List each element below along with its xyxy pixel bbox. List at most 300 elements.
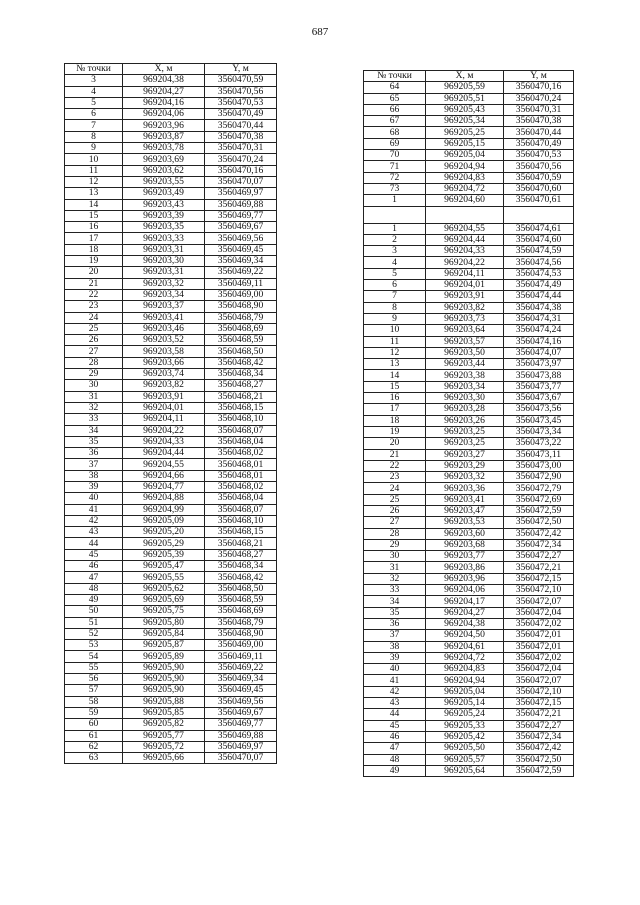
y-coordinate-cell: 3560472,27 <box>504 551 574 562</box>
point-number-cell: 24 <box>65 312 123 323</box>
y-coordinate-cell: 3560468,42 <box>205 572 277 583</box>
point-number-cell: 48 <box>364 754 426 765</box>
y-coordinate-cell: 3560470,61 <box>504 195 574 206</box>
x-coordinate-cell: 969203,30 <box>123 256 205 267</box>
table-row <box>364 720 574 731</box>
y-coordinate-cell: 3560469,88 <box>205 199 277 210</box>
table-row <box>364 302 574 313</box>
x-coordinate-cell: 969205,84 <box>123 628 205 639</box>
table-row <box>65 86 277 97</box>
y-coordinate-cell: 3560472,59 <box>504 505 574 516</box>
point-number-cell: 21 <box>65 278 123 289</box>
x-coordinate-cell: 969203,34 <box>123 289 205 300</box>
point-number-cell: 44 <box>364 709 426 720</box>
x-coordinate-cell: 969204,55 <box>123 459 205 470</box>
x-coordinate-cell: 969205,24 <box>426 709 504 720</box>
table-row <box>364 415 574 426</box>
x-coordinate-cell: 969203,38 <box>426 370 504 381</box>
x-coordinate-cell: 969203,52 <box>123 335 205 346</box>
point-number-cell: 45 <box>364 720 426 731</box>
point-number-cell: 13 <box>364 359 426 370</box>
x-coordinate-cell: 969203,36 <box>426 483 504 494</box>
table-row <box>65 527 277 538</box>
table-row <box>364 607 574 618</box>
table-row <box>364 528 574 539</box>
table-row <box>364 765 574 776</box>
table-row <box>364 517 574 528</box>
point-number-cell: 45 <box>65 549 123 560</box>
y-coordinate-cell: 3560473,22 <box>504 438 574 449</box>
x-coordinate-cell: 969203,74 <box>123 369 205 380</box>
x-coordinate-cell: 969205,04 <box>426 686 504 697</box>
point-number-cell: 40 <box>364 664 426 675</box>
y-coordinate-cell: 3560470,44 <box>205 120 277 131</box>
x-coordinate-cell: 969205,69 <box>123 594 205 605</box>
table-row <box>65 696 277 707</box>
x-coordinate-cell: 969203,62 <box>123 165 205 176</box>
point-number-cell: 47 <box>65 572 123 583</box>
point-number-cell: 17 <box>65 233 123 244</box>
table-row <box>364 698 574 709</box>
x-coordinate-cell: 969204,27 <box>123 86 205 97</box>
point-number-cell: 12 <box>364 347 426 358</box>
y-coordinate-cell: 3560474,16 <box>504 336 574 347</box>
point-number-cell: 21 <box>364 449 426 460</box>
x-coordinate-cell: 969204,33 <box>426 246 504 257</box>
table-row <box>364 116 574 127</box>
point-number-cell: 24 <box>364 483 426 494</box>
y-coordinate-cell: 3560470,31 <box>504 104 574 115</box>
y-coordinate-cell: 3560468,79 <box>205 312 277 323</box>
x-coordinate-cell: 969203,31 <box>123 267 205 278</box>
y-coordinate-cell: 3560472,07 <box>504 596 574 607</box>
x-coordinate-cell: 969205,85 <box>123 707 205 718</box>
y-coordinate-cell: 3560469,97 <box>205 188 277 199</box>
y-coordinate-cell: 3560469,56 <box>205 696 277 707</box>
table-row <box>65 481 277 492</box>
point-number-cell: 22 <box>364 460 426 471</box>
y-coordinate-cell: 3560470,38 <box>504 116 574 127</box>
y-coordinate-cell: 3560472,10 <box>504 686 574 697</box>
point-number-cell: 41 <box>364 675 426 686</box>
y-coordinate-cell: 3560469,67 <box>205 222 277 233</box>
y-coordinate-cell: 3560474,07 <box>504 347 574 358</box>
table-row <box>364 709 574 720</box>
point-number-cell: 25 <box>65 323 123 334</box>
y-coordinate-cell: 3560474,53 <box>504 268 574 279</box>
x-coordinate-cell: 969203,64 <box>426 325 504 336</box>
table-row <box>65 143 277 154</box>
y-coordinate-cell: 3560470,07 <box>205 753 277 764</box>
x-coordinate-cell: 969203,78 <box>123 143 205 154</box>
header-y: Y, м <box>205 64 277 75</box>
table-row <box>65 267 277 278</box>
x-coordinate-cell: 969204,44 <box>426 234 504 245</box>
x-coordinate-cell: 969203,33 <box>123 233 205 244</box>
table-row <box>364 359 574 370</box>
x-coordinate-cell: 969205,09 <box>123 515 205 526</box>
x-coordinate-cell: 969203,29 <box>426 460 504 471</box>
y-coordinate-cell: 3560468,10 <box>205 414 277 425</box>
header-x: X, м <box>123 64 205 75</box>
y-coordinate-cell: 3560469,77 <box>205 210 277 221</box>
point-number-cell: 3 <box>65 75 123 86</box>
table-row <box>65 515 277 526</box>
x-coordinate-cell: 969203,41 <box>426 494 504 505</box>
y-coordinate-cell: 3560472,27 <box>504 720 574 731</box>
table-row <box>65 222 277 233</box>
y-coordinate-cell: 3560468,21 <box>205 391 277 402</box>
point-number-cell: 16 <box>364 393 426 404</box>
point-number-cell: 18 <box>364 415 426 426</box>
x-coordinate-cell: 969203,77 <box>426 551 504 562</box>
x-coordinate-cell: 969205,88 <box>123 696 205 707</box>
point-number-cell: 39 <box>65 481 123 492</box>
y-coordinate-cell: 3560474,49 <box>504 280 574 291</box>
point-number-cell: 28 <box>65 357 123 368</box>
y-coordinate-cell: 3560468,01 <box>205 470 277 481</box>
x-coordinate-cell: 969203,91 <box>426 291 504 302</box>
point-number-cell: 28 <box>364 528 426 539</box>
x-coordinate-cell: 969205,29 <box>123 538 205 549</box>
point-number-cell: 43 <box>65 527 123 538</box>
point-number-cell: 1 <box>364 195 426 206</box>
y-coordinate-cell: 3560470,59 <box>205 75 277 86</box>
table-row <box>364 234 574 245</box>
point-number-cell: 1 <box>364 223 426 234</box>
y-coordinate-cell: 3560470,56 <box>205 86 277 97</box>
table-row <box>364 336 574 347</box>
table-row <box>364 641 574 652</box>
x-coordinate-cell: 969205,33 <box>426 720 504 731</box>
x-coordinate-cell: 969203,44 <box>426 359 504 370</box>
x-coordinate-cell: 969205,64 <box>426 765 504 776</box>
header-y: Y, м <box>504 71 574 82</box>
point-number-cell: 46 <box>65 561 123 572</box>
table-row <box>65 448 277 459</box>
y-coordinate-cell: 3560470,59 <box>504 172 574 183</box>
y-coordinate-cell: 3560469,34 <box>205 674 277 685</box>
y-coordinate-cell: 3560472,01 <box>504 630 574 641</box>
header-point: № точки <box>364 71 426 82</box>
table-row <box>65 753 277 764</box>
x-coordinate-cell: 969203,30 <box>426 393 504 404</box>
table-row <box>65 380 277 391</box>
table-row <box>65 707 277 718</box>
table-row <box>364 596 574 607</box>
table-row <box>65 594 277 605</box>
point-number-cell: 48 <box>65 583 123 594</box>
y-coordinate-cell: 3560469,11 <box>205 278 277 289</box>
table-row <box>65 75 277 86</box>
x-coordinate-cell: 969204,83 <box>426 664 504 675</box>
x-coordinate-cell: 969204,94 <box>426 161 504 172</box>
table-row <box>65 628 277 639</box>
y-coordinate-cell: 3560468,02 <box>205 448 277 459</box>
separator-row <box>364 206 574 223</box>
point-number-cell: 47 <box>364 743 426 754</box>
y-coordinate-cell: 3560472,69 <box>504 494 574 505</box>
x-coordinate-cell: 969203,96 <box>426 573 504 584</box>
x-coordinate-cell: 969205,57 <box>426 754 504 765</box>
point-number-cell: 31 <box>364 562 426 573</box>
x-coordinate-cell: 969204,60 <box>426 195 504 206</box>
table-row <box>364 82 574 93</box>
table-row <box>364 223 574 234</box>
x-coordinate-cell: 969204,27 <box>426 607 504 618</box>
table-row <box>65 244 277 255</box>
point-number-cell: 66 <box>364 104 426 115</box>
table-row <box>364 573 574 584</box>
coordinates-table-left <box>64 63 277 764</box>
table-row <box>364 161 574 172</box>
y-coordinate-cell: 3560469,97 <box>205 741 277 752</box>
y-coordinate-cell: 3560469,11 <box>205 651 277 662</box>
x-coordinate-cell: 969204,50 <box>426 630 504 641</box>
table-row <box>65 109 277 120</box>
y-coordinate-cell: 3560469,00 <box>205 640 277 651</box>
point-number-cell: 4 <box>65 86 123 97</box>
y-coordinate-cell: 3560469,67 <box>205 707 277 718</box>
y-coordinate-cell: 3560470,16 <box>205 165 277 176</box>
y-coordinate-cell: 3560474,24 <box>504 325 574 336</box>
y-coordinate-cell: 3560468,59 <box>205 335 277 346</box>
y-coordinate-cell: 3560472,42 <box>504 743 574 754</box>
x-coordinate-cell: 969203,91 <box>123 391 205 402</box>
point-number-cell: 35 <box>364 607 426 618</box>
table-row <box>364 562 574 573</box>
point-number-cell: 27 <box>364 517 426 528</box>
x-coordinate-cell: 969205,66 <box>123 753 205 764</box>
table-row <box>364 257 574 268</box>
x-coordinate-cell: 969203,50 <box>426 347 504 358</box>
point-number-cell: 20 <box>364 438 426 449</box>
table-row <box>364 393 574 404</box>
x-coordinate-cell: 969204,11 <box>426 268 504 279</box>
table-row <box>65 233 277 244</box>
y-coordinate-cell: 3560472,42 <box>504 528 574 539</box>
x-coordinate-cell: 969203,32 <box>123 278 205 289</box>
x-coordinate-cell: 969203,55 <box>123 176 205 187</box>
point-number-cell: 3 <box>364 246 426 257</box>
y-coordinate-cell: 3560468,15 <box>205 527 277 538</box>
table-row <box>364 472 574 483</box>
point-number-cell: 37 <box>364 630 426 641</box>
y-coordinate-cell: 3560468,21 <box>205 538 277 549</box>
x-coordinate-cell: 969203,31 <box>123 244 205 255</box>
y-coordinate-cell: 3560472,50 <box>504 517 574 528</box>
y-coordinate-cell: 3560468,34 <box>205 561 277 572</box>
table-row <box>65 289 277 300</box>
table-row <box>65 425 277 436</box>
y-coordinate-cell: 3560472,21 <box>504 709 574 720</box>
point-number-cell: 63 <box>65 753 123 764</box>
point-number-cell: 6 <box>65 109 123 120</box>
point-number-cell: 56 <box>65 674 123 685</box>
table-row <box>364 505 574 516</box>
table-row <box>364 93 574 104</box>
table-header-row <box>364 71 574 82</box>
y-coordinate-cell: 3560468,90 <box>205 628 277 639</box>
table-row <box>65 583 277 594</box>
x-coordinate-cell: 969205,90 <box>123 662 205 673</box>
point-number-cell: 33 <box>65 414 123 425</box>
table-row <box>65 606 277 617</box>
y-coordinate-cell: 3560470,60 <box>504 183 574 194</box>
x-coordinate-cell: 969203,41 <box>123 312 205 323</box>
point-number-cell: 15 <box>364 381 426 392</box>
y-coordinate-cell: 3560468,04 <box>205 493 277 504</box>
table-row <box>364 325 574 336</box>
x-coordinate-cell: 969205,04 <box>426 150 504 161</box>
point-number-cell: 8 <box>65 131 123 142</box>
y-coordinate-cell: 3560468,02 <box>205 481 277 492</box>
table-row <box>364 381 574 392</box>
point-number-cell: 6 <box>364 280 426 291</box>
table-row <box>364 426 574 437</box>
table-row <box>65 719 277 730</box>
x-coordinate-cell: 969205,55 <box>123 572 205 583</box>
y-coordinate-cell: 3560470,38 <box>205 131 277 142</box>
point-number-cell: 73 <box>364 183 426 194</box>
point-number-cell: 5 <box>65 97 123 108</box>
x-coordinate-cell: 969204,17 <box>426 596 504 607</box>
table-row <box>364 449 574 460</box>
point-number-cell: 31 <box>65 391 123 402</box>
x-coordinate-cell: 969204,61 <box>426 641 504 652</box>
y-coordinate-cell: 3560469,45 <box>205 244 277 255</box>
point-number-cell: 10 <box>65 154 123 165</box>
x-coordinate-cell: 969203,28 <box>426 404 504 415</box>
point-number-cell: 8 <box>364 302 426 313</box>
y-coordinate-cell: 3560469,34 <box>205 256 277 267</box>
point-number-cell: 11 <box>65 165 123 176</box>
table-row <box>65 730 277 741</box>
point-number-cell: 42 <box>65 515 123 526</box>
y-coordinate-cell: 3560469,56 <box>205 233 277 244</box>
table-gap <box>364 206 574 223</box>
y-coordinate-cell: 3560468,69 <box>205 323 277 334</box>
y-coordinate-cell: 3560474,61 <box>504 223 574 234</box>
y-coordinate-cell: 3560468,04 <box>205 436 277 447</box>
point-number-cell: 70 <box>364 150 426 161</box>
table-body-right-top <box>364 82 574 206</box>
point-number-cell: 34 <box>65 425 123 436</box>
y-coordinate-cell: 3560468,27 <box>205 549 277 560</box>
point-number-cell: 12 <box>65 176 123 187</box>
x-coordinate-cell: 969204,99 <box>123 504 205 515</box>
point-number-cell: 46 <box>364 731 426 742</box>
y-coordinate-cell: 3560473,11 <box>504 449 574 460</box>
point-number-cell: 51 <box>65 617 123 628</box>
point-number-cell: 23 <box>65 301 123 312</box>
table-row <box>364 743 574 754</box>
table-row <box>364 347 574 358</box>
y-coordinate-cell: 3560472,04 <box>504 607 574 618</box>
table-row <box>364 483 574 494</box>
y-coordinate-cell: 3560472,15 <box>504 573 574 584</box>
table-row <box>364 291 574 302</box>
y-coordinate-cell: 3560474,31 <box>504 313 574 324</box>
x-coordinate-cell: 969204,77 <box>123 481 205 492</box>
x-coordinate-cell: 969203,53 <box>426 517 504 528</box>
point-number-cell: 39 <box>364 652 426 663</box>
coordinates-table-right <box>363 70 574 777</box>
table-row <box>364 494 574 505</box>
table-row <box>364 404 574 415</box>
y-coordinate-cell: 3560472,90 <box>504 472 574 483</box>
point-number-cell: 27 <box>65 346 123 357</box>
y-coordinate-cell: 3560468,07 <box>205 504 277 515</box>
y-coordinate-cell: 3560470,24 <box>205 154 277 165</box>
point-number-cell: 54 <box>65 651 123 662</box>
y-coordinate-cell: 3560470,56 <box>504 161 574 172</box>
point-number-cell: 14 <box>65 199 123 210</box>
x-coordinate-cell: 969203,86 <box>426 562 504 573</box>
point-number-cell: 5 <box>364 268 426 279</box>
y-coordinate-cell: 3560470,49 <box>205 109 277 120</box>
x-coordinate-cell: 969204,72 <box>426 652 504 663</box>
point-number-cell: 2 <box>364 234 426 245</box>
table-header-row <box>65 64 277 75</box>
y-coordinate-cell: 3560472,34 <box>504 539 574 550</box>
x-coordinate-cell: 969204,06 <box>426 585 504 596</box>
y-coordinate-cell: 3560474,44 <box>504 291 574 302</box>
x-coordinate-cell: 969204,55 <box>426 223 504 234</box>
point-number-cell: 69 <box>364 138 426 149</box>
x-coordinate-cell: 969203,68 <box>426 539 504 550</box>
table-row <box>364 539 574 550</box>
y-coordinate-cell: 3560470,31 <box>205 143 277 154</box>
x-coordinate-cell: 969204,94 <box>426 675 504 686</box>
x-coordinate-cell: 969205,51 <box>426 93 504 104</box>
point-number-cell: 9 <box>364 313 426 324</box>
table-row <box>364 138 574 149</box>
table-row <box>65 402 277 413</box>
y-coordinate-cell: 3560470,53 <box>205 97 277 108</box>
table-row <box>65 436 277 447</box>
point-number-cell: 23 <box>364 472 426 483</box>
point-number-cell: 10 <box>364 325 426 336</box>
point-number-cell: 33 <box>364 585 426 596</box>
point-number-cell: 26 <box>65 335 123 346</box>
point-number-cell: 62 <box>65 741 123 752</box>
table-body-left <box>65 75 277 764</box>
y-coordinate-cell: 3560468,59 <box>205 594 277 605</box>
y-coordinate-cell: 3560470,24 <box>504 93 574 104</box>
point-number-cell: 40 <box>65 493 123 504</box>
point-number-cell: 35 <box>65 436 123 447</box>
table-row <box>65 346 277 357</box>
x-coordinate-cell: 969205,34 <box>426 116 504 127</box>
y-coordinate-cell: 3560468,50 <box>205 346 277 357</box>
table-row <box>65 561 277 572</box>
table-row <box>65 685 277 696</box>
point-number-cell: 29 <box>364 539 426 550</box>
point-number-cell: 65 <box>364 93 426 104</box>
y-coordinate-cell: 3560472,10 <box>504 585 574 596</box>
y-coordinate-cell: 3560468,69 <box>205 606 277 617</box>
y-coordinate-cell: 3560473,67 <box>504 393 574 404</box>
x-coordinate-cell: 969205,75 <box>123 606 205 617</box>
point-number-cell: 17 <box>364 404 426 415</box>
point-number-cell: 71 <box>364 161 426 172</box>
point-number-cell: 53 <box>65 640 123 651</box>
table-row <box>65 120 277 131</box>
table-row <box>65 391 277 402</box>
y-coordinate-cell: 3560474,56 <box>504 257 574 268</box>
table-row <box>364 664 574 675</box>
